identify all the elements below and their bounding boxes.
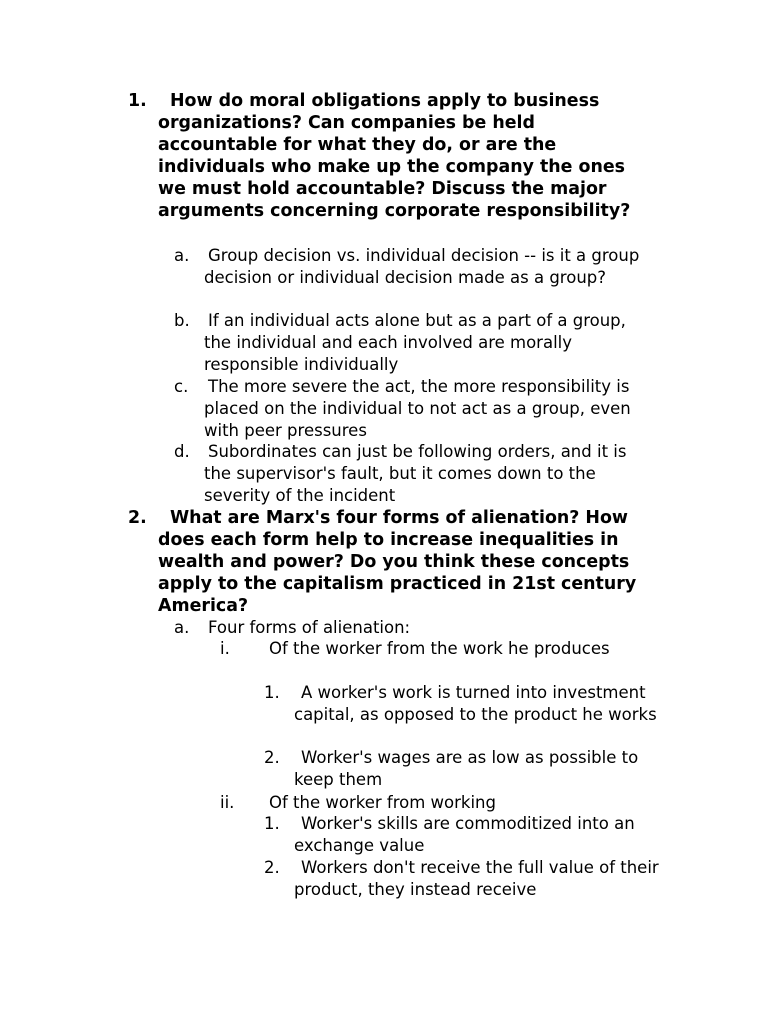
list-marker: 1. — [264, 814, 280, 833]
answer-1b — [174, 310, 652, 375]
form-i-point-1 — [264, 682, 664, 726]
question-text: What are Marx's four forms of alienation? How does each form help to increase inequalities in wealth and power? Do you think these concepts apply to the capitalism practiced in 21st century America? — [158, 508, 637, 617]
list-marker: 1. — [264, 683, 280, 702]
list-item-text: Workers don't receive the full value of their product, they instead receive — [294, 858, 659, 899]
answer-2a — [174, 617, 652, 639]
answer-1d — [174, 441, 652, 506]
list-item-text: Group decision vs. individual decision -- is it a group decision or individual decision made as a group? — [204, 246, 640, 287]
list-item-text: Four forms of alienation: — [208, 618, 411, 637]
list-marker: c. — [174, 377, 189, 396]
form-ii-point-1 — [264, 813, 664, 857]
question-1 — [128, 90, 648, 223]
list-marker: b. — [174, 311, 190, 330]
form-i — [220, 638, 620, 660]
list-marker: ii. — [220, 793, 235, 812]
list-marker: i. — [220, 639, 230, 658]
list-item-text: If an individual acts alone but as a part of a group, the individual and each involved are morally responsible individually — [204, 311, 626, 374]
list-item-text: Worker's wages are as low as possible to keep them — [294, 748, 639, 789]
question-2 — [128, 507, 648, 617]
list-marker: 2. — [264, 858, 280, 877]
list-item-text: A worker's work is turned into investment capital, as opposed to the product he works — [294, 683, 657, 724]
list-marker: a. — [174, 618, 190, 637]
form-ii — [220, 792, 620, 814]
list-item-text: Subordinates can just be following orders, and it is the supervisor's fault, but it comes down to the severity of the incident — [204, 442, 627, 505]
answer-1a — [174, 245, 652, 289]
question-text: How do moral obligations apply to business organizations? Can companies be held accountable for what they do, or are the individuals who make up the company the ones we must hold accountable? Discuss the major arguments concerning corporate responsibility? — [158, 91, 631, 222]
list-item-text: Of the worker from the work he produces — [269, 639, 610, 658]
list-marker: d. — [174, 442, 190, 461]
list-item-text: Worker's skills are commoditized into an exchange value — [294, 814, 635, 855]
answer-1c — [174, 376, 652, 441]
question-number: 2. — [128, 508, 147, 528]
list-item-text: The more severe the act, the more responsibility is placed on the individual to not act as a group, even with peer pressures — [204, 377, 631, 440]
question-number: 1. — [128, 91, 147, 111]
list-marker: 2. — [264, 748, 280, 767]
form-ii-point-2 — [264, 857, 664, 901]
form-i-point-2 — [264, 747, 664, 791]
list-marker: a. — [174, 246, 190, 265]
list-item-text: Of the worker from working — [269, 793, 496, 812]
